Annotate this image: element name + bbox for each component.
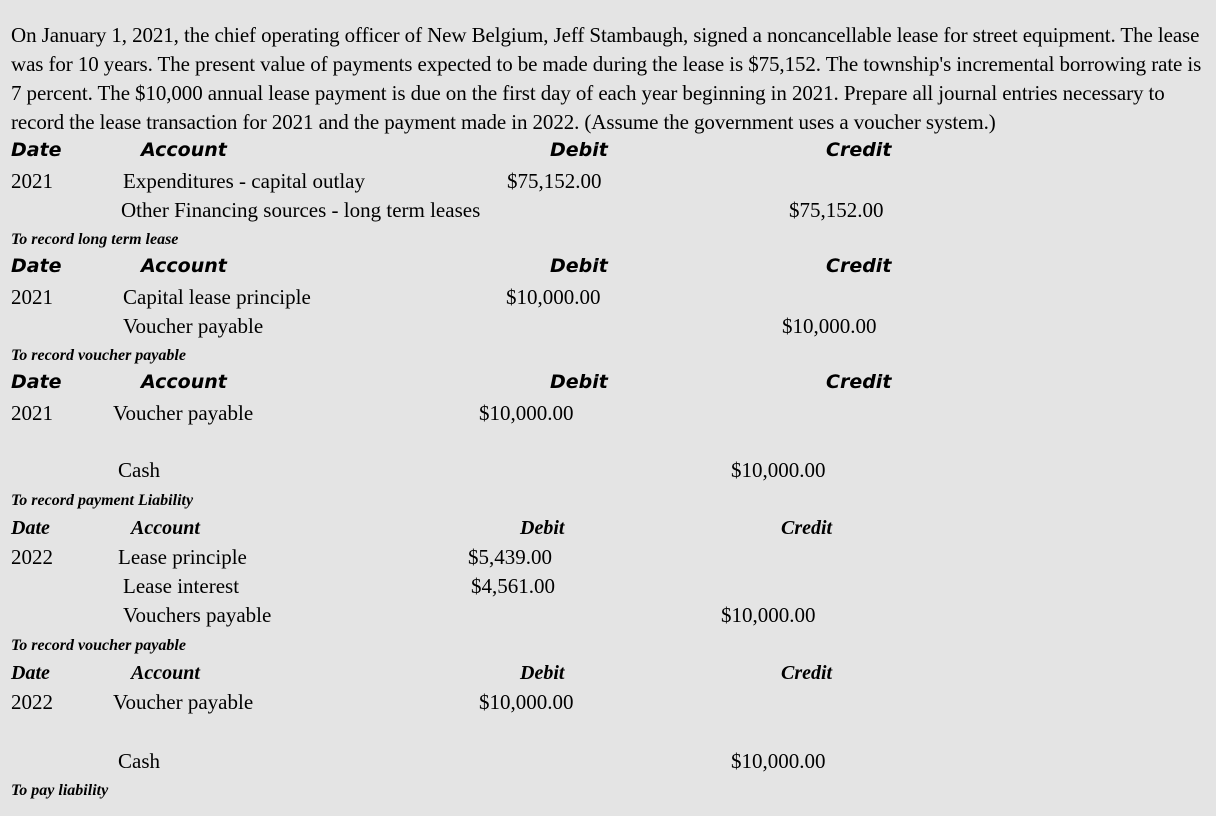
entry-year: 2022 <box>11 690 53 714</box>
account-name: Voucher payable <box>123 314 264 338</box>
credit-header: Credit <box>781 662 833 684</box>
account-header: Account <box>141 255 227 277</box>
entry-note: To record voucher payable <box>11 637 186 654</box>
debit-header: Debit <box>520 662 565 684</box>
account-name: Vouchers payable <box>123 603 272 627</box>
entry-year: 2021 <box>11 401 53 425</box>
credit-header: Credit <box>781 517 833 539</box>
credit-amount: $75,152.00 <box>789 198 884 222</box>
account-name: Lease interest <box>123 574 240 598</box>
debit-amount: $4,561.00 <box>471 574 555 598</box>
date-header: Date <box>11 517 50 539</box>
date-header: Date <box>11 371 62 393</box>
entry-note: To record long term lease <box>11 231 179 248</box>
account-name: Voucher payable <box>113 690 254 714</box>
debit-header: Debit <box>550 371 608 393</box>
entry-note: To pay liability <box>11 782 109 799</box>
account-header: Account <box>131 662 200 684</box>
account-header: Account <box>141 371 227 393</box>
entry-year: 2021 <box>11 169 53 193</box>
debit-amount: $75,152.00 <box>507 169 602 193</box>
account-name: Voucher payable <box>113 401 254 425</box>
debit-header: Debit <box>550 255 608 277</box>
account-name: Other Financing sources - long term leases <box>121 198 481 222</box>
date-header: Date <box>11 662 50 684</box>
date-header: Date <box>11 139 62 161</box>
debit-header: Debit <box>520 517 565 539</box>
credit-header: Credit <box>826 371 892 393</box>
debit-amount: $5,439.00 <box>468 545 552 569</box>
account-name: Cash <box>118 458 160 482</box>
debit-amount: $10,000.00 <box>479 401 574 425</box>
account-name: Cash <box>118 749 160 773</box>
credit-amount: $10,000.00 <box>782 314 877 338</box>
entry-note: To record voucher payable <box>11 347 186 364</box>
account-header: Account <box>141 139 227 161</box>
account-name: Lease principle <box>118 545 247 569</box>
date-header: Date <box>11 255 62 277</box>
credit-header: Credit <box>826 255 892 277</box>
account-header: Account <box>131 517 200 539</box>
credit-amount: $10,000.00 <box>731 458 826 482</box>
account-name: Capital lease principle <box>123 285 311 309</box>
problem-statement: On January 1, 2021, the chief operating officer of New Belgium, Jeff Stambaugh, signed a noncancellable lease for street equipment. The lease was for 10 years. The present value of payments expected to be made during the lease is $75,152. The township's incremental borrowing rate is 7 percent. The $10,000 annual lease payment is due on the first day of each year beginning in 2021. Prepare all journal entries necessary to record the lease transaction for 2021 and the payment made in 2022. (Assume the government uses a voucher system.) <box>11 23 1202 134</box>
debit-amount: $10,000.00 <box>479 690 574 714</box>
debit-amount: $10,000.00 <box>506 285 601 309</box>
credit-amount: $10,000.00 <box>721 603 816 627</box>
debit-header: Debit <box>550 139 608 161</box>
entry-note: To record payment Liability <box>11 492 194 509</box>
credit-amount: $10,000.00 <box>731 749 826 773</box>
credit-header: Credit <box>826 139 892 161</box>
entry-year: 2022 <box>11 545 53 569</box>
account-name: Expenditures - capital outlay <box>123 169 366 193</box>
entry-year: 2021 <box>11 285 53 309</box>
